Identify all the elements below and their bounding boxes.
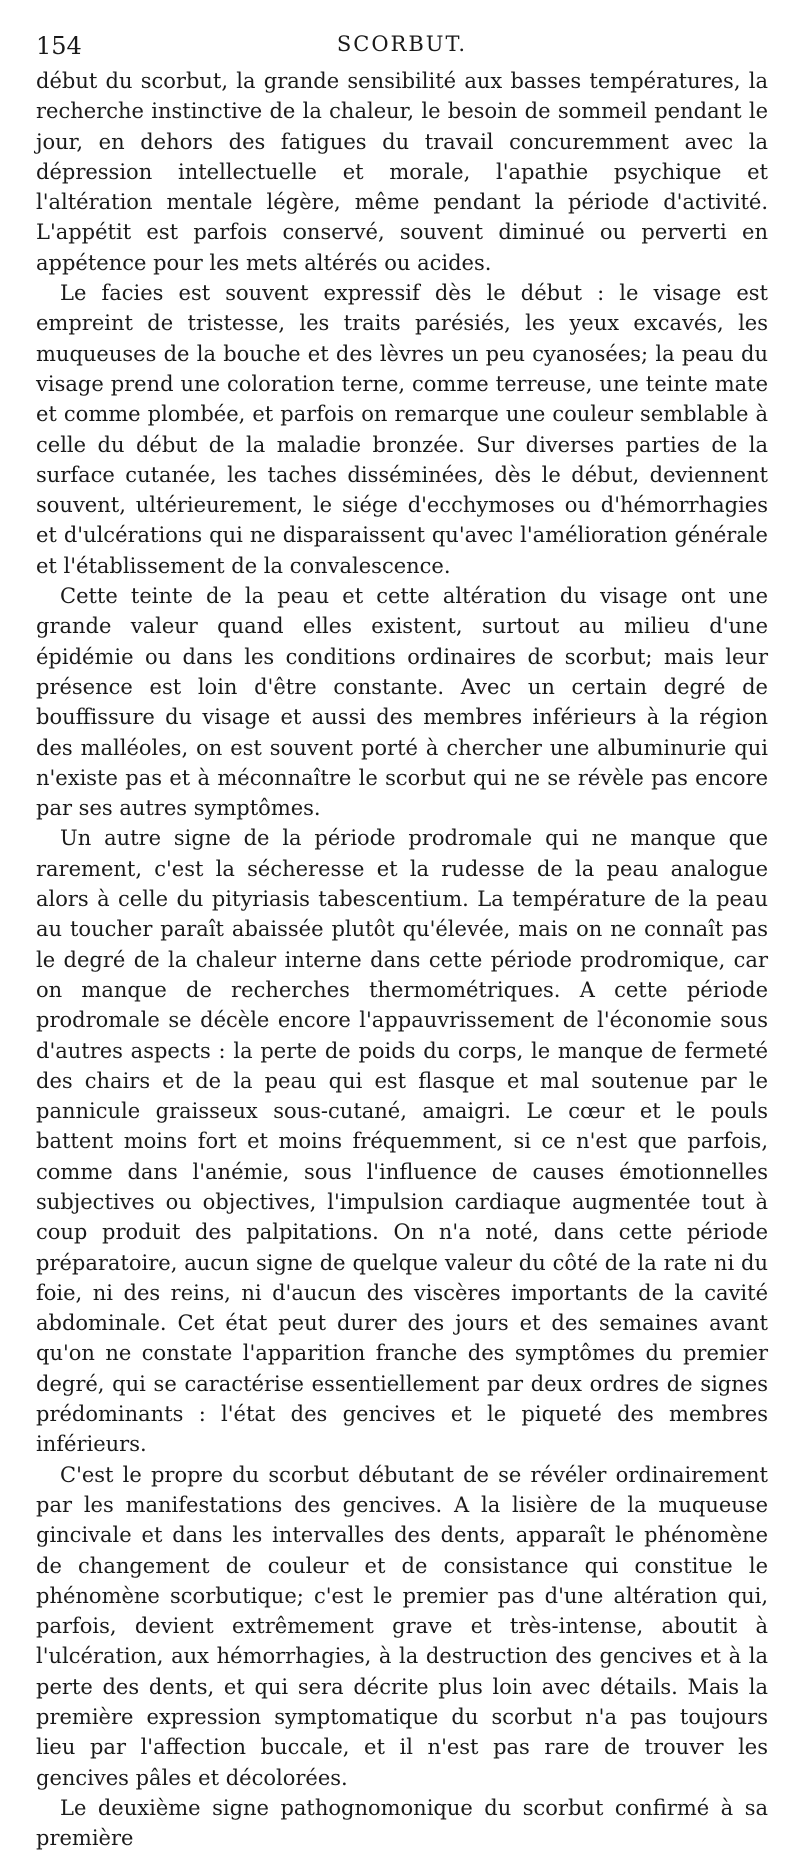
paragraph: Le deuxième signe pathognomonique du scorbut confirmé à sa première bbox=[36, 1795, 768, 1851]
running-title: SCORBUT. bbox=[336, 32, 468, 56]
paragraph: Cette teinte de la peau et cette altération du visage ont une grande valeur quand elles existent, surtout au milieu d'une épidémie ou dans les conditions ordinaires de scorbut; mais leur présence est loin d'être constante. Avec un certain degré de bouffissure du visage et aussi des membres inférieurs à la région des malléoles, on est souvent porté à chercher une albuminurie qui n'existe pas et à méconnaître le scorbut qui ne se révèle pas encore par ses autres symptômes. bbox=[36, 584, 768, 821]
paragraph: Le facies est souvent expressif dès le début : le visage est empreint de tristesse, les traits parésiés, les yeux excavés, les muqueuses de la bouche et des lèvres un peu cyanosées; la peau du visage prend une coloration terne, comme terreuse, une teinte mate et comme plombée, et parfois on remarque une couleur semblable à celle du début de la maladie bronzée. Sur diverses parties de la surface cutanée, les taches disséminées, dès le début, deviennent souvent, ultérieurement, le siége d'ecchymoses ou d'hémorrhagies et d'ulcérations qui ne disparaissent qu'avec l'amélioration générale et l'établissement de la convalescence. bbox=[36, 281, 768, 578]
paragraph: Un autre signe de la période prodromale qui ne manque que rarement, c'est la sécheresse et la rudesse de la peau analogue alors à celle du pityriasis tabescentium. La température de la peau au toucher paraît abaissée plutôt qu'élevée, mais on ne connaît pas le degré de la chaleur interne dans cette période prodromique, car on manque de recherches thermométriques. A cette période prodromale se décèle encore l'appauvrissement de l'économie sous d'autres aspects : la perte de poids du corps, le manque de fermeté des chairs et de la peau qui est flasque et mal soutenue par le pannicule graisseux sous-cutané, amaigri. Le cœur et le pouls battent moins fort et moins fréquemment, si ce n'est que parfois, comme dans l'anémie, sous l'influence de causes émotionnelles subjectives ou objectives, l'impulsion cardiaque augmentée tout à coup produit des palpitations. On n'a noté, dans cette période préparatoire, aucun signe de quelque valeur du côté de la rate ni du foie, ni des reins, ni d'aucun des viscères importants de la cavité abdominale. Cet état peut durer des jours et des semaines avant qu'on ne constate l'apparition franche des symptômes du premier degré, qui se caractérise essentiellement par deux ordres de signes prédominants : l'état des gencives et le piqueté des membres inférieurs. bbox=[36, 826, 768, 1457]
page-body bbox=[36, 66, 768, 1854]
page-number: 154 bbox=[36, 32, 82, 60]
paragraph: C'est le propre du scorbut débutant de se révéler ordinairement par les manifestations des gencives. A la lisière de la muqueuse gincivale et dans les intervalles des dents, apparaît le phénomène de changement de couleur et de consistance qui constitue le phénomène scorbutique; c'est le premier pas d'une altération qui, parfois, devient extrêmement grave et très-intense, aboutit à l'ulcération, aux hémorrhagies, à la destruction des gencives et à la perte des dents, et qui sera décrite plus loin avec détails. Mais la première expression symptomatique du scorbut n'a pas toujours lieu par l'affection buccale, et il n'est pas rare de trouver les gencives pâles et décolorées. bbox=[36, 1462, 768, 1790]
paragraph: début du scorbut, la grande sensibilité aux basses températures, la recherche instinctive de la chaleur, le besoin de sommeil pendant le jour, en dehors des fatigues du travail concuremment avec la dépression intellectuelle et morale, l'apathie psychique et l'altération mentale légère, même pendant la période d'activité. L'appétit est parfois conservé, souvent diminué ou perverti en appétence pour les mets altérés ou acides. bbox=[36, 69, 768, 275]
page-header bbox=[36, 28, 768, 66]
